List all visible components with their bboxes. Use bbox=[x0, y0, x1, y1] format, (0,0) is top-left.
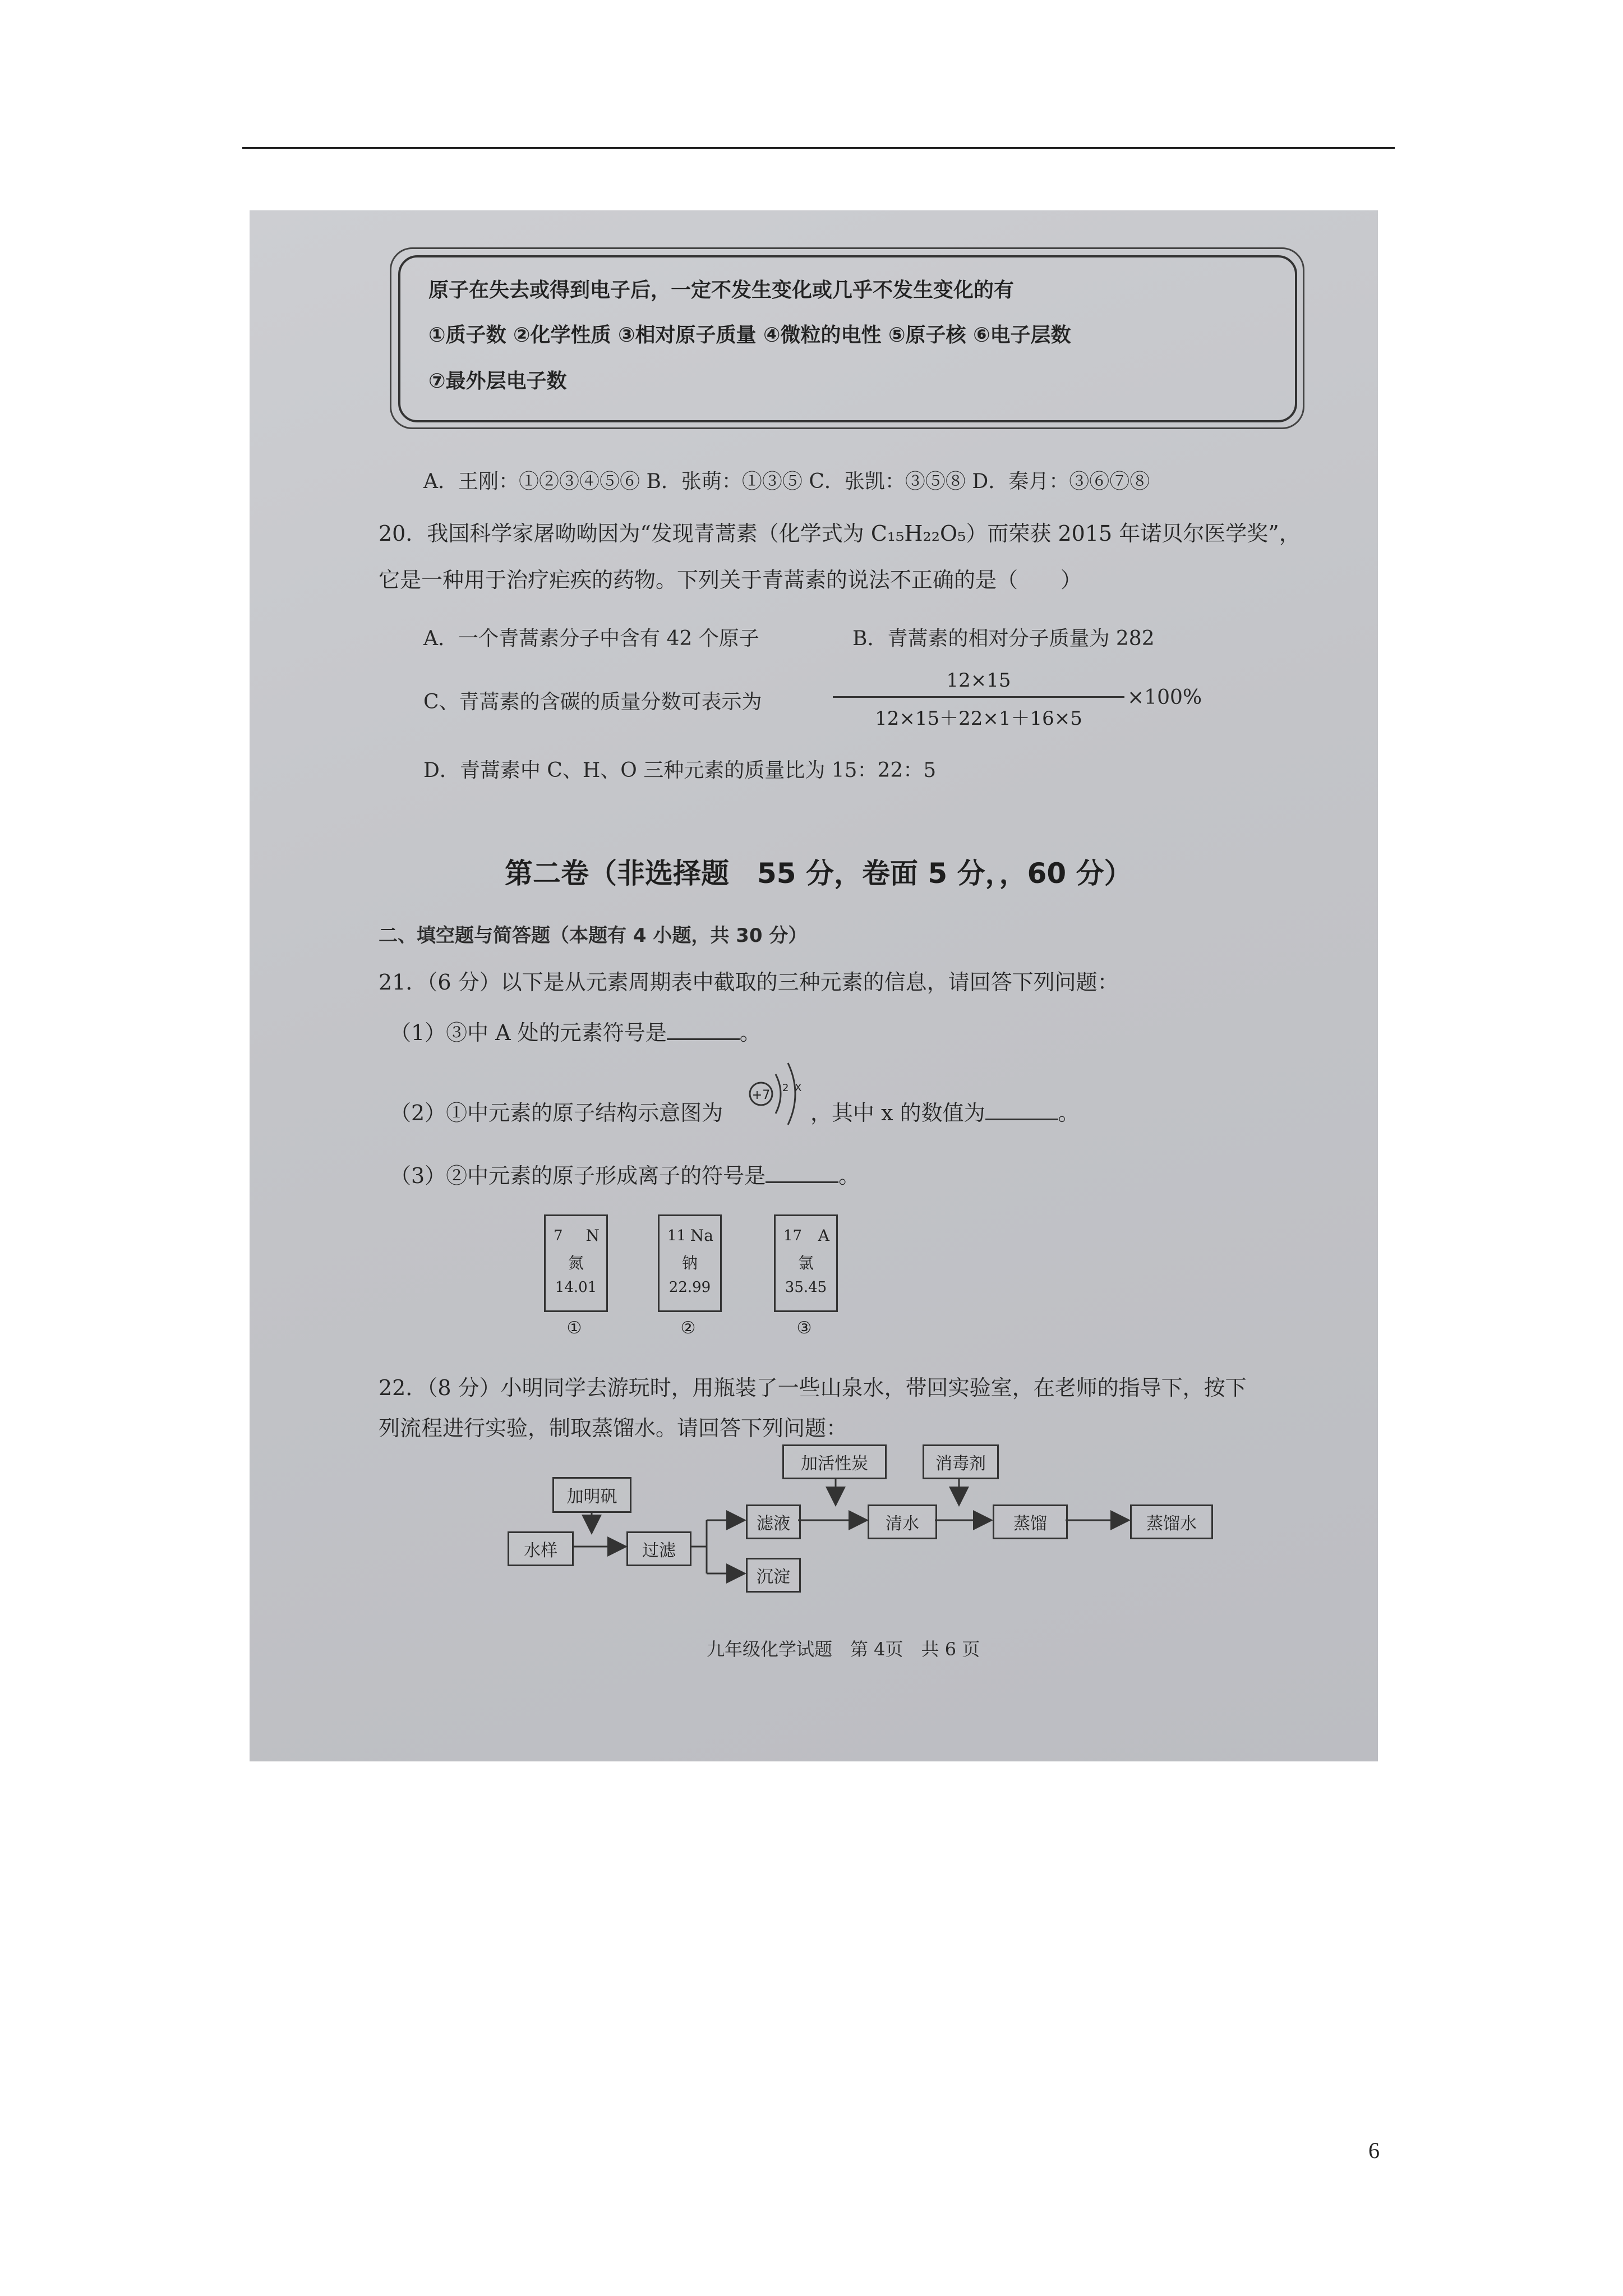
element-card-label: ① bbox=[566, 1318, 582, 1338]
q20-option-c-suffix: ×100% bbox=[1127, 686, 1202, 709]
q21-part-2-end: 。 bbox=[1058, 1101, 1080, 1125]
flow-precipitate-box: 沉淀 bbox=[746, 1558, 801, 1593]
q21-part-3-text: （3）②中元素的原子形成离子的符号是 bbox=[390, 1163, 766, 1188]
header-rule bbox=[242, 147, 1395, 149]
q21-part-2-text: （2）①中元素的原子结构示意图为 bbox=[390, 1101, 723, 1125]
q20-stem-line-2: 它是一种用于治疗疟疾的药物。下列关于青蒿素的说法不正确的是（ ） bbox=[379, 568, 1082, 592]
element-card-number: 11 bbox=[667, 1227, 686, 1244]
element-card-name: 钠 bbox=[681, 1254, 698, 1272]
box-line-2: ①质子数 ②化学性质 ③相对原子质量 ④微粒的电性 ⑤原子核 ⑥电子层数 bbox=[428, 324, 1071, 347]
q20-option-a: A．一个青蒿素分子中含有 42 个原子 bbox=[423, 627, 759, 650]
element-card-mass: 35.45 bbox=[785, 1279, 827, 1296]
element-card-mass: 22.99 bbox=[668, 1279, 711, 1296]
q21-part-2-mid: ，其中 x 的数值为 bbox=[810, 1101, 985, 1125]
exam-page-footer: 九年级化学试题 第 4页 共 6 页 bbox=[707, 1639, 980, 1660]
element-card-label: ③ bbox=[796, 1318, 812, 1338]
element-card-mass: 14.01 bbox=[555, 1279, 597, 1296]
flow-alum-box: 加明矾 bbox=[552, 1477, 631, 1513]
q22-stem-line-1: 22．（8 分）小明同学去游玩时，用瓶装了一些山泉水，带回实验室，在老师的指导下，按下 bbox=[379, 1375, 1247, 1400]
flow-filtrate-box: 滤液 bbox=[746, 1504, 801, 1539]
q21-part-1-end: 。 bbox=[739, 1020, 761, 1045]
atom-shell-2-count: X bbox=[795, 1082, 802, 1094]
exam-photo bbox=[250, 210, 1378, 1761]
q20-stem-line-1: 20．我国科学家屠呦呦因为“发现青蒿素（化学式为 C₁₅H₂₂O₅）而荣获 2015 年诺贝尔医学奖”， bbox=[379, 521, 1301, 546]
flow-clear-water-box: 清水 bbox=[868, 1504, 937, 1539]
element-card-symbol: Na bbox=[690, 1226, 713, 1245]
box-line-1: 原子在失去或得到电子后，一定不发生变化或几乎不发生变化的有 bbox=[428, 279, 1015, 302]
flow-filter-box: 过滤 bbox=[626, 1531, 691, 1566]
page-number: 6 bbox=[1368, 2138, 1380, 2163]
q20-fraction-numerator: 12×15 bbox=[946, 669, 1011, 692]
element-card-name: 氯 bbox=[797, 1254, 814, 1272]
q20-option-c-prefix: C、青蒿素的含碳的质量分数可表示为 bbox=[423, 691, 762, 714]
q20-option-b: B．青蒿素的相对分子质量为 282 bbox=[852, 627, 1155, 650]
element-card-number: 7 bbox=[554, 1227, 563, 1244]
flow-disinfectant-box: 消毒剂 bbox=[923, 1444, 999, 1479]
q21-part-1-text: （1）③中 A 处的元素符号是 bbox=[390, 1020, 667, 1045]
section-2-title: 第二卷（非选择题 55 分，卷面 5 分，，60 分） bbox=[505, 857, 1132, 890]
flow-distilled-water-box: 蒸馏水 bbox=[1130, 1504, 1213, 1539]
q21-stem: 21．（6 分）以下是从元素周期表中截取的三种元素的信息，请回答下列问题： bbox=[379, 970, 1119, 995]
q20-fraction-denominator: 12×15＋22×1＋16×5 bbox=[875, 707, 1082, 730]
q19-options: A．王刚：①②③④⑤⑥ B．张萌：①③⑤ C．张凯：③⑤⑧ D．秦月：③⑥⑦⑧ bbox=[423, 470, 1150, 493]
q20-option-d: D．青蒿素中 C、H、O 三种元素的质量比为 15：22：5 bbox=[423, 759, 937, 782]
atom-nucleus-charge: +7 bbox=[751, 1088, 771, 1102]
q22-stem-line-2: 列流程进行实验，制取蒸馏水。请回答下列问题： bbox=[379, 1416, 848, 1441]
element-card-symbol: N bbox=[585, 1226, 600, 1245]
box-line-3: ⑦最外层电子数 bbox=[428, 370, 567, 393]
flow-sample-box: 水样 bbox=[508, 1531, 574, 1566]
flow-distill-box: 蒸馏 bbox=[993, 1504, 1068, 1539]
section-2-subtitle: 二、填空题与简答题（本题有 4 小题，共 30 分） bbox=[379, 924, 808, 947]
element-card-symbol: A bbox=[818, 1226, 829, 1245]
flow-activated-carbon-box: 加活性炭 bbox=[782, 1444, 887, 1479]
element-card-name: 氮 bbox=[568, 1254, 584, 1272]
element-card-number: 17 bbox=[783, 1227, 803, 1244]
atom-shell-1-count: 2 bbox=[782, 1082, 789, 1094]
element-card-label: ② bbox=[680, 1318, 696, 1338]
q21-part-3-end: 。 bbox=[838, 1163, 860, 1188]
